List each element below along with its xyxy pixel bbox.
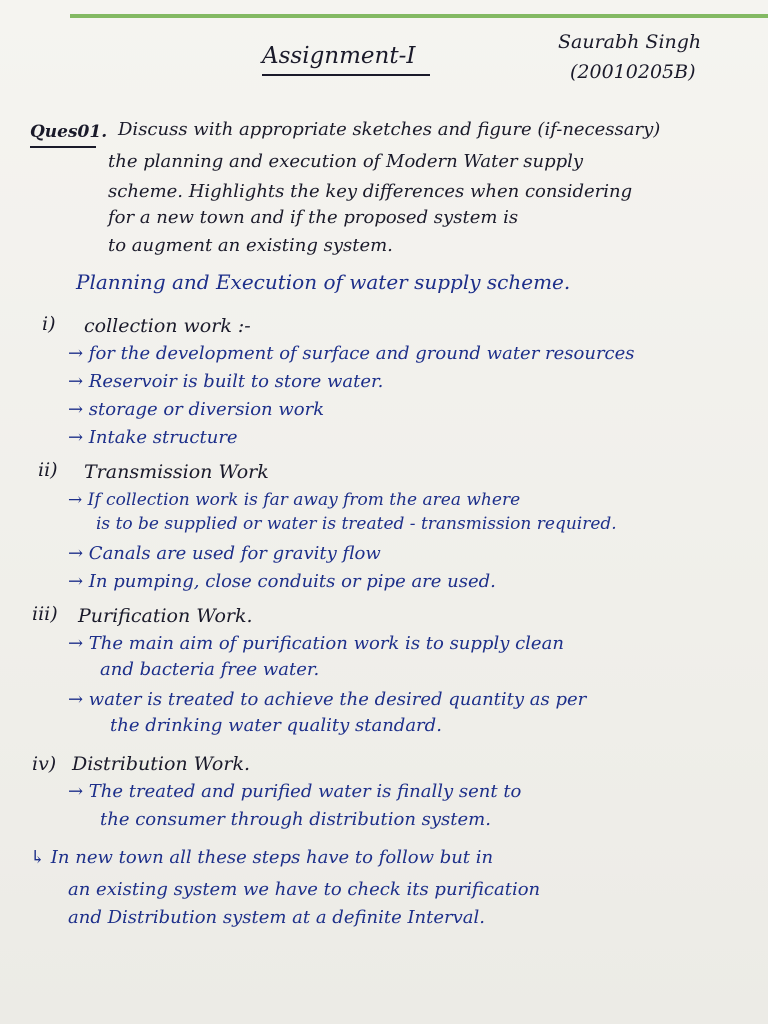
question-line: to augment an existing system. (108, 235, 393, 256)
bullet-point: is to be supplied or water is treated - transmission required. (96, 514, 617, 534)
author-name: Saurabh Singh (558, 31, 702, 53)
question-line: scheme. Highlights the key differences when considering (108, 181, 633, 202)
bullet-point: → Canals are used for gravity flow (68, 543, 381, 564)
section-number: iii) (32, 603, 58, 625)
question-line: for a new town and if the proposed system is (108, 207, 519, 228)
bullet-point: → Reservoir is built to store water. (68, 371, 384, 392)
section-number: iv) (32, 753, 57, 775)
section-title: Distribution Work. (72, 753, 250, 775)
bullet-point: → The main aim of purification work is to supply clean (68, 633, 564, 654)
bullet-point: and bacteria free water. (100, 659, 320, 680)
page-top-edge (70, 14, 768, 18)
conclusion-line: an existing system we have to check its purification (68, 879, 541, 900)
bullet-point: → If collection work is far away from the area where (68, 490, 521, 510)
section-number: i) (42, 313, 56, 335)
bullet-point: the drinking water quality standard. (110, 715, 442, 736)
question-label-underline (30, 146, 96, 148)
section-title: collection work :- (84, 315, 251, 337)
conclusion-line: ↳ In new town all these steps have to follow but in (30, 847, 494, 868)
question-label: Ques01. (30, 122, 108, 142)
bullet-point: the consumer through distribution system. (100, 809, 491, 830)
bullet-point: → for the development of surface and ground water resources (68, 343, 635, 364)
section-title: Purification Work. (78, 605, 253, 627)
bullet-point: → storage or diversion work (68, 399, 325, 420)
bullet-point: → In pumping, close conduits or pipe are used. (68, 571, 496, 592)
title-underline (262, 74, 430, 76)
question-line: Discuss with appropriate sketches and figure (if-necessary) (118, 119, 661, 140)
bullet-point: → The treated and purified water is finally sent to (68, 781, 522, 802)
roll-number: (20010205B) (570, 61, 696, 83)
conclusion-line: and Distribution system at a definite Interval. (68, 907, 486, 928)
question-line: the planning and execution of Modern Water supply (108, 151, 584, 172)
assignment-title: Assignment-I (262, 43, 416, 69)
answer-heading: Planning and Execution of water supply scheme. (76, 270, 571, 294)
section-number: ii) (38, 459, 58, 481)
section-title: Transmission Work (84, 461, 269, 483)
bullet-point: → water is treated to achieve the desired quantity as per (68, 689, 587, 710)
bullet-point: → Intake structure (68, 427, 238, 448)
